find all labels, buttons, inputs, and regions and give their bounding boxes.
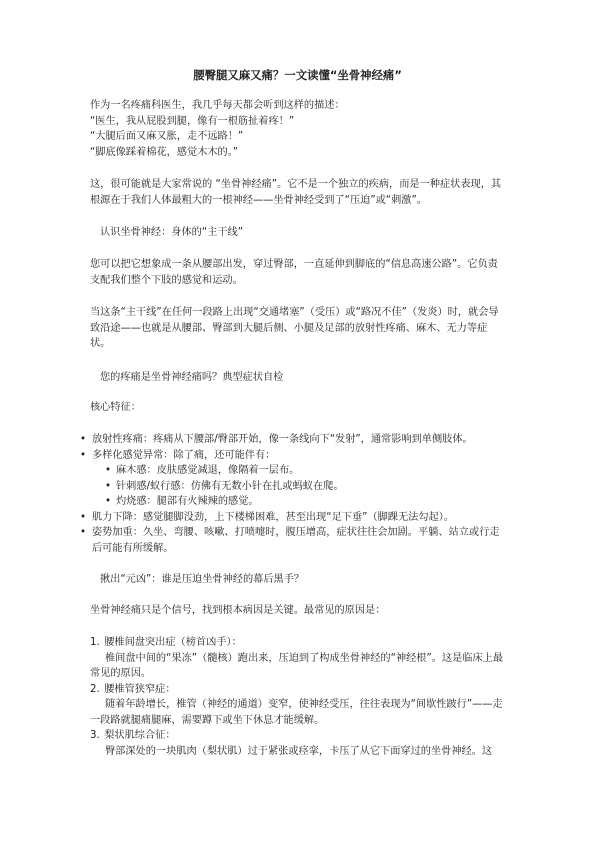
causes-lead: 坐骨神经痛只是个信号，找到根本病因是关键。最常见的原因是： [90,605,386,616]
cause-detail: 随着年龄增长，椎管（神经的通道）变窄，使神经受压，往往表现为“间歇性跛行”——走一段路就腿痛腿麻，需要蹲下或坐下休息才能缓解。 [90,699,503,726]
cause-number: 1. [90,637,100,648]
section-heading-symptoms: 您的疼痛是坐骨神经痛吗？典型症状自检 [100,372,284,383]
cause-number: 2. [90,683,100,695]
symptom-list [80,432,506,556]
definition-paragraph: 这，很可能就是大家常说的 “坐骨神经痛”。它不是一个独立的疾病，而是一种症状表现，其根源在于我们人体最粗大的一根神经——坐骨神经受到了“压迫”或“刺激”。 [90,179,502,206]
symptom-item [80,525,506,556]
section-heading-causes: 揪出“元凶”：谁是压迫坐骨神经的幕后黑手？ [100,574,305,585]
intro-block [90,98,506,160]
cause-list [90,635,506,759]
cause-name: 腰椎管狭窄症： [104,683,176,695]
anatomy-paragraph: 当这条“主干线”在任何一段路上出现“交通堵塞”（受压）或“路况不佳”（发炎）时，就会导致沿途——也就是从腰部、臀部到大腿后侧、小腿及足部的放射性疼痛、麻木、无力等症状。 [90,307,499,349]
symptom-sublist [92,463,506,510]
section-heading-anatomy: 认识坐骨神经：身体的“主干线” [100,227,243,238]
cause-item [90,728,506,759]
symptom-text: 肌力下降：感觉腿脚没劲，上下楼梯困难，甚至出现“足下垂”（脚踝无法勾起）。 [92,511,455,523]
cause-detail: 椎间盘中间的“果冻”（髓核）跑出来，压迫到了构成坐骨神经的“神经根”。这是临床上最常见的原因。 [90,652,504,679]
symptom-subitem: • 麻木感：皮肤感觉减退，像隔着一层布。 [105,463,506,479]
cause-name: 腰椎间盘突出症（榜首凶手）： [104,637,242,648]
symptom-item [80,432,506,448]
cause-item [90,635,506,682]
intro-line: 作为一名疼痛科医生，我几乎每天都会听到这样的描述： [90,100,345,111]
symptom-subitem: • 灼烧感：腿部有火辣辣的感觉。 [105,494,506,510]
symptom-text: 放射性疼痛：疼痛从下腰部/臀部开始，像一条线向下“发射”，通常影响到单侧肢体。 [92,434,473,445]
patient-quote: “脚底像踩着棉花，感觉木木的。” [90,146,239,158]
cause-number: 3. [90,730,100,741]
anatomy-paragraph: 您可以把它想象成一条从腰部出发，穿过臀部，一直延伸到脚底的“信息高速公路”。它负责支配我们整个下肢的感觉和运动。 [90,259,498,286]
symptom-text: 姿势加重：久坐、弯腰、咳嗽、打喷嚏时，腹压增高，症状往往会加剧。平躺、站立或行走后可能有所缓解。 [92,527,500,554]
cause-detail: 臀部深处的一块肌肉（梨状肌）过于紧张或痉挛，卡压了从它下面穿过的坐骨神经。这 [105,745,493,757]
patient-quote: “医生，我从屁股到腿，像有一根筋扯着疼！” [90,115,295,127]
symptom-subitem: • 针刺感/蚁行感：仿佛有无数小针在扎或蚂蚁在爬。 [105,479,506,495]
patient-quote: “大腿后面又麻又胀，走不远路！” [90,131,244,142]
symptom-item [80,448,506,510]
document-title: 腰臀腿又麻又痛？一文读懂“坐骨神经痛” [193,68,402,82]
cause-name: 梨状肌综合征： [104,730,176,741]
symptom-item [80,510,506,526]
core-features-label: 核心特征： [90,402,141,413]
cause-item [90,682,506,729]
symptom-text: 多样化感觉异常：除了痛，还可能伴有： [92,449,276,461]
